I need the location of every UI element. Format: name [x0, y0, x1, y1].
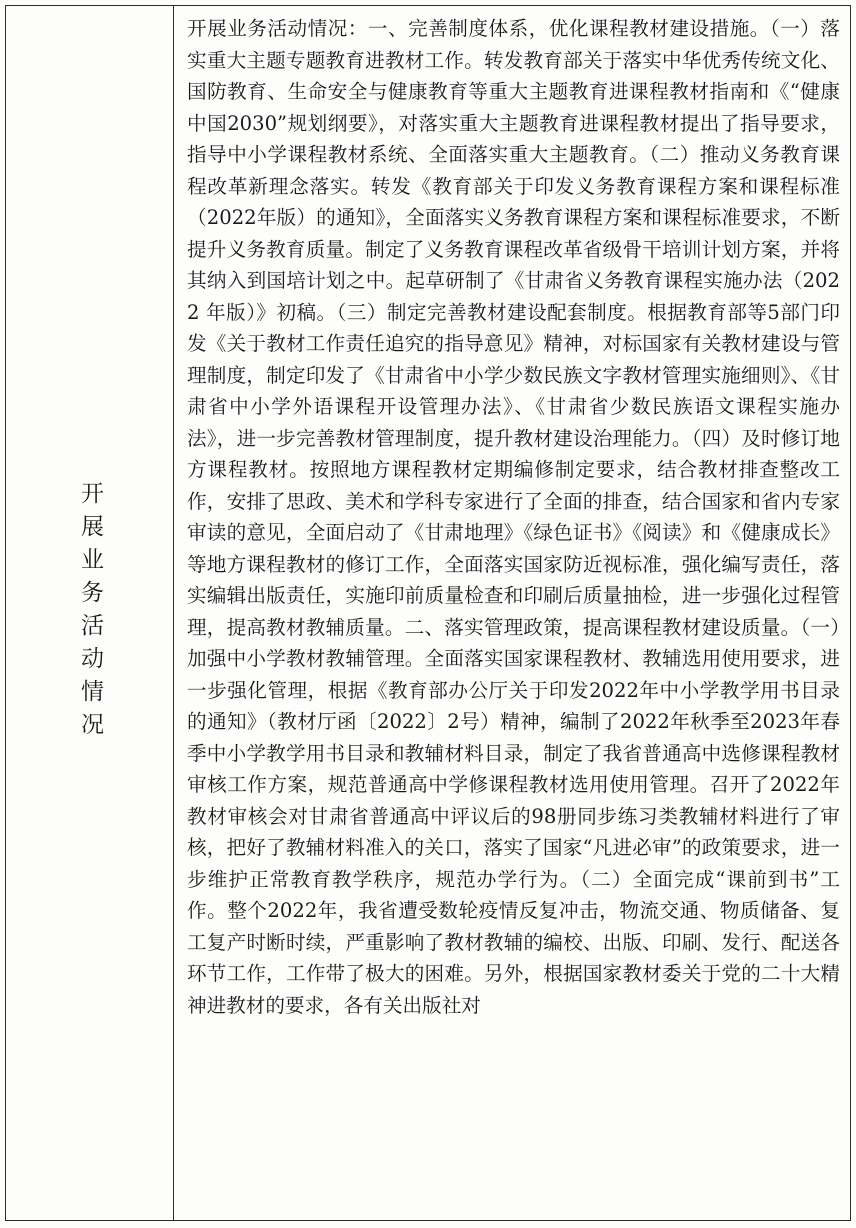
- label-cell: [6, 6, 174, 1220]
- content-cell: [174, 6, 850, 1220]
- form-table: [5, 5, 851, 1221]
- content-paragraph: 开展业务活动情况：一、完善制度体系，优化课程教材建设措施。（一）落实重大主题专题教育进教材工作。转发教育部关于落实中华优秀传统文化、国防教育、生命安全与健康教育等重大主题教育进课程教材指南和《“健康中国2030”规划纲要》，对落实重大主题教育进课程教材提出了指导要求，指导中小学课程教材系统、全面落实重大主题教育。（二）推动义务教育课程改革新理念落实。转发《教育部关于印发义务教育课程方案和课程标准（2022年版）的通知》，全面落实义务教育课程方案和课程标准要求，不断提升义务教育质量。制定了义务教育课程改革省级骨干培训计划方案，并将其纳入到国培计划之中。起草研制了《甘肃省义务教育课程实施办法（2022 年版）》初稿。（三）制定完善教材建设配套制度。根据教育部等5部门印发《关于教材工作责任追究的指导意见》精神，对标国家有关教材建设与管理制度，制定印发了《甘肃省中小学少数民族文字教材管理实施细则》、《甘肃省中小学外语课程开设管理办法》、《甘肃省少数民族语文课程实施办法》，进一步完善教材管理制度，提升教材建设治理能力。（四）及时修订地方课程教材。按照地方课程教材定期编修制定要求，结合教材排查整改工作，安排了思政、美术和学科专家进行了全面的排查，结合国家和省内专家审读的意见，全面启动了《甘肃地理》《绿色证书》《阅读》和《健康成长》等地方课程教材的修订工作，全面落实国家防近视标准，强化编写责任，落实编辑出版责任，实施印前质量检查和印刷后质量抽检，进一步强化过程管理，提高教材教辅质量。二、落实管理政策，提高课程教材建设质量。（一）加强中小学教材教辅管理。全面落实国家课程教材、教辅选用使用要求，进一步强化管理，根据《教育部办公厅关于印发2022年中小学教学用书目录的通知》（教材厅函〔2022〕2号）精神，编制了2022年秋季至2023年春季中小学教学用书目录和教辅材料目录，制定了我省普通高中选修课程教材审核工作方案，规范普通高中学修课程教材选用使用管理。召开了2022年教材审核会对甘肃省普通高中评议后的98册同步练习类教辅材料进行了审核，把好了教辅材料准入的关口，落实了国家“凡进必审”的政策要求，进一步维护正常教育教学秩序，规范办学行为。（二）全面完成“课前到书”工作。整个2022年，我省遭受数轮疫情反复冲击，物流交通、物质储备、复工复产时断时续，严重影响了教材教辅的编校、出版、印刷、发行、配送各环节工作，工作带了极大的困难。另外，根据国家教材委关于党的二十大精神进教材的要求，各有关出版社对: [187, 17, 840, 1017]
- row-label: 开展业务活动情况: [77, 481, 103, 745]
